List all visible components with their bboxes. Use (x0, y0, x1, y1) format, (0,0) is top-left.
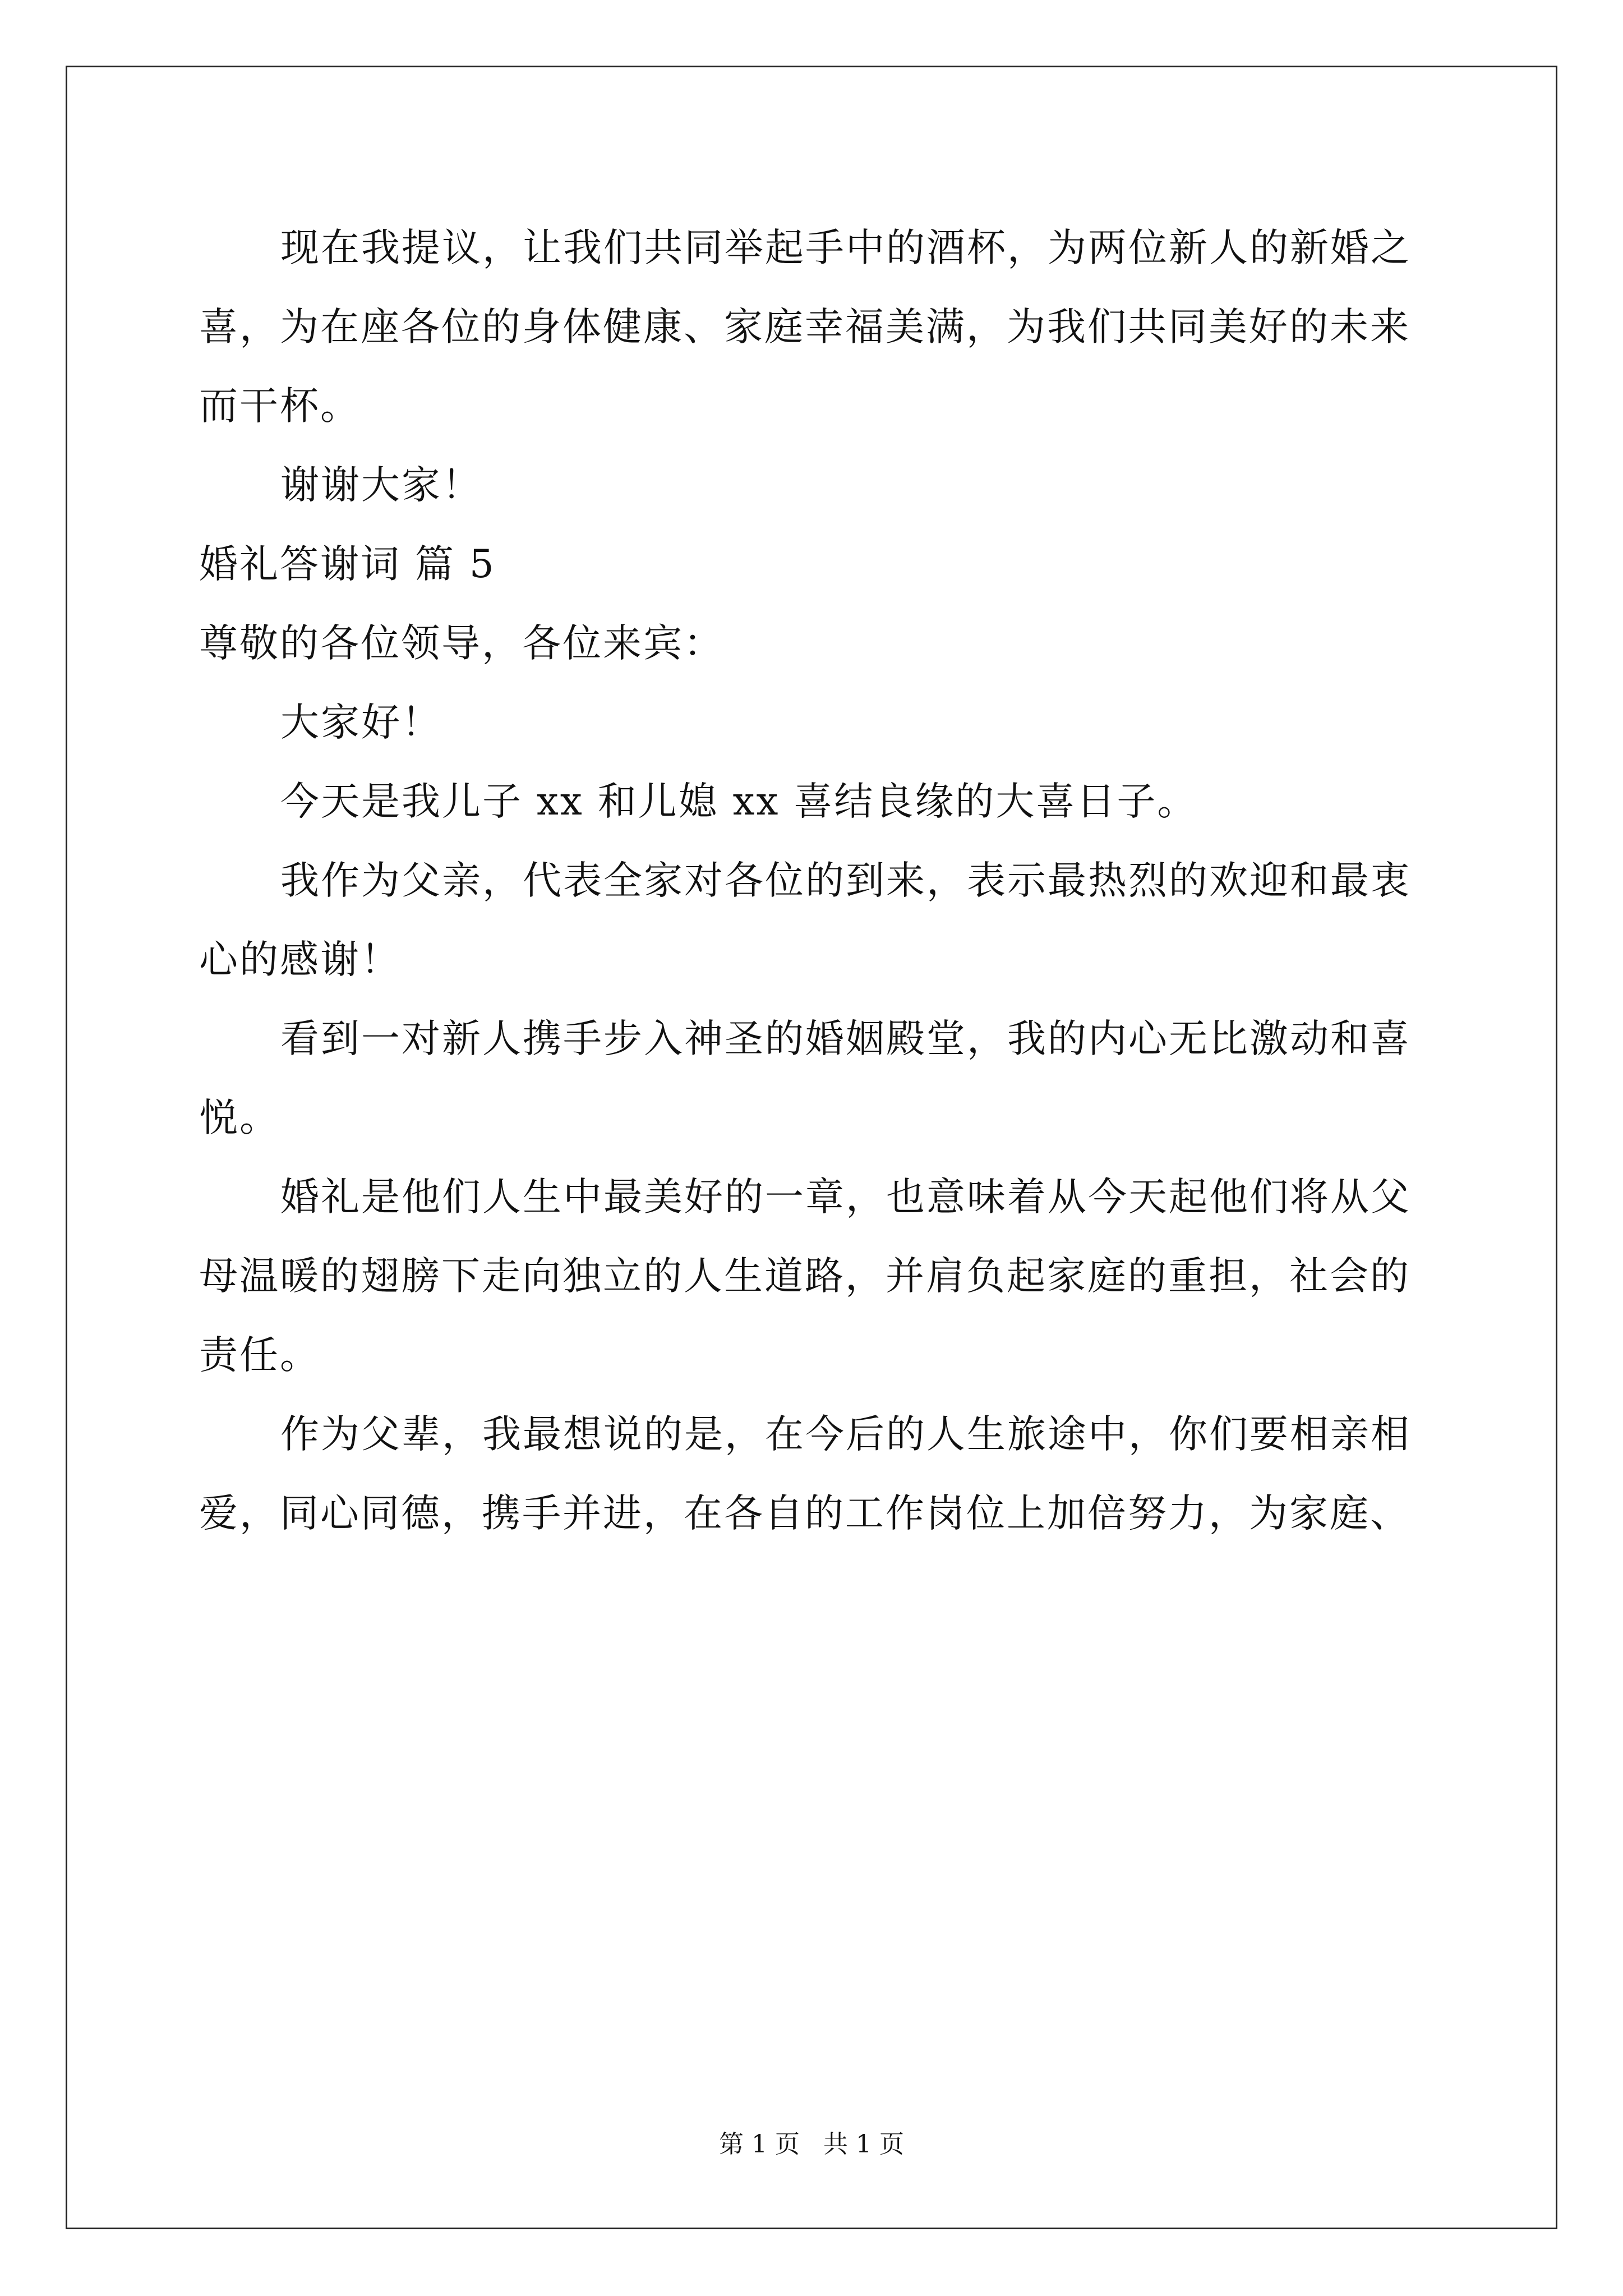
section-heading: 婚礼答谢词 篇 5 (199, 542, 496, 587)
paragraph-line: 悦。 (199, 1096, 280, 1140)
paragraph-line: 大家好！ (280, 700, 442, 745)
paragraph-line: 看到一对新人携手步入神圣的婚姻殿堂，我的内心无比激动和喜 (280, 1016, 1411, 1061)
paragraph-line: 谢谢大家！ (280, 463, 482, 508)
salutation: 尊敬的各位领导，各位来宾： (199, 621, 724, 666)
paragraph-line: 我作为父亲，代表全家对各位的到来，表示最热烈的欢迎和最衷 (280, 858, 1411, 903)
paragraph-line: 作为父辈，我最想说的是，在今后的人生旅途中，你们要相亲相 (280, 1412, 1411, 1457)
paragraph-line: 母温暖的翅膀下走向独立的人生道路，并肩负起家庭的重担，社会的 (199, 1254, 1410, 1299)
paragraph-line: 喜，为在座各位的身体健康、家庭幸福美满，为我们共同美好的未来 (199, 305, 1410, 349)
paragraph-line: 今天是我儿子 xx 和儿媳 xx 喜结良缘的大喜日子。 (280, 779, 1198, 824)
page-footer: 第 1 页 共 1 页 (719, 2130, 904, 2159)
paragraph-line: 心的感谢！ (199, 937, 401, 982)
paragraph-line: 婚礼是他们人生中最美好的一章，也意味着从今天起他们将从父 (280, 1175, 1411, 1220)
paragraph-line: 现在我提议，让我们共同举起手中的酒杯，为两位新人的新婚之 (280, 226, 1411, 270)
paragraph-line: 而干杯。 (199, 384, 361, 429)
paragraph-line: 爱，同心同德，携手并进，在各自的工作岗位上加倍努力，为家庭、 (199, 1491, 1410, 1536)
paragraph-line: 责任。 (199, 1333, 320, 1378)
